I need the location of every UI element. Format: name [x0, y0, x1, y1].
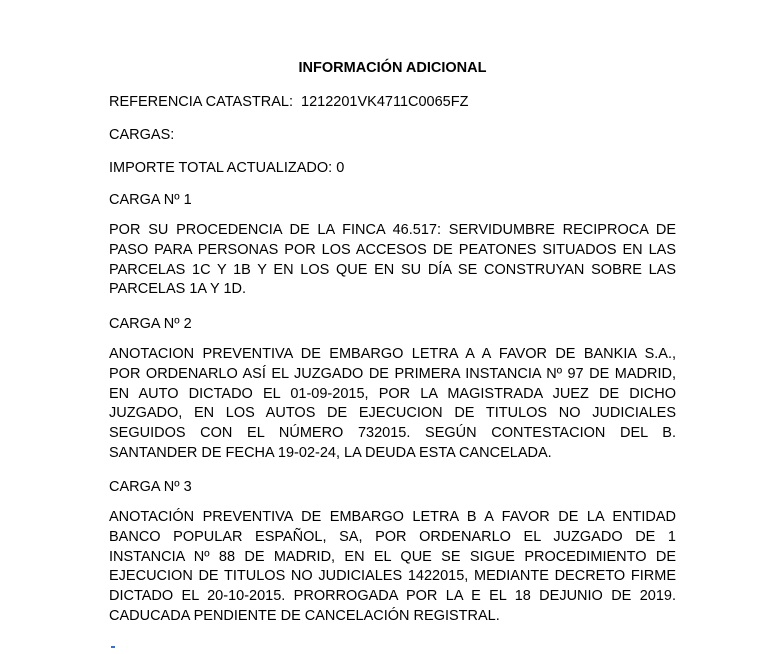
carga-3-line: EJECUCION DE TITULOS NO JUDICIALES 1422015, MEDIANTE DECRETO FIRME [109, 568, 676, 585]
carga-3-line: INSTANCIA Nº 88 DE MADRID, EN EL QUE SE SIGUE PROCEDIMIENTO DE [109, 548, 676, 565]
carga-3-line: ANOTACIÓN PREVENTIVA DE EMBARGO LETRA B A FAVOR DE LA ENTIDAD [109, 509, 676, 525]
carga-2-line: ANOTACION PREVENTIVA DE EMBARGO LETRA A A FAVOR DE BANKIA S.A., [109, 346, 676, 362]
carga-1-line: PARCELAS 1C Y 1B Y EN LOS QUE EN SU DÍA SE CONSTRUYAN SOBRE LAS [109, 261, 676, 278]
carga-2-heading: CARGA Nº 2 [109, 316, 192, 332]
importe-total-line: IMPORTE TOTAL ACTUALIZADO: 0 [109, 160, 345, 176]
carga-2-line: JUZGADO, EN LOS AUTOS DE EJECUCION DE TITULOS NO JUDICIALES [109, 405, 676, 422]
carga-3-line: BANCO POPULAR ESPAÑOL, SA, POR ORDENARLO EL JUZGADO DE 1 [109, 528, 676, 545]
carga-1-line: PASO PARA PERSONAS POR LOS ACCESOS DE PEATONES SITUADOS EN LAS [109, 241, 676, 258]
carga-1-heading: CARGA Nº 1 [109, 192, 192, 208]
carga-2-line: EN AUTO DICTADO EL 01-09-2015, POR LA MAGISTRADA JUEZ DE DICHO [109, 385, 676, 402]
carga-2-text [109, 345, 676, 464]
document-title: INFORMACIÓN ADICIONAL [298, 60, 487, 76]
carga-2-line: SANTANDER DE FECHA 19-02-24, LA DEUDA ESTA CANCELADA. [109, 444, 552, 461]
carga-1-text [109, 221, 676, 300]
carga-3-line: CADUCADA PENDIENTE DE CANCELACIÓN REGISTRAL. [109, 607, 500, 624]
carga-2-line: SEGUIDOS CON EL NÚMERO 732015. SEGÚN CONTESTACION DEL B. [109, 425, 676, 442]
referencia-catastral-line [109, 92, 468, 112]
text-cursor-mark [111, 646, 115, 648]
carga-1-line: POR SU PROCEDENCIA DE LA FINCA 46.517: SERVIDUMBRE RECIPROCA DE [109, 222, 676, 238]
carga-3-line: DICTADO EL 20-10-2015. PRORROGADA POR LA E EL 18 DEJUNIO DE 2019. [109, 588, 676, 605]
carga-1-line: PARCELAS 1A Y 1D. [109, 281, 247, 298]
referencia-catastral-value: 1212201VK4711C0065FZ [301, 94, 469, 110]
carga-2-line: POR ORDENARLO ASÍ EL JUZGADO DE PRIMERA INSTANCIA Nº 97 DE MADRID, [109, 365, 676, 382]
carga-3-text [109, 508, 676, 627]
referencia-catastral-label: REFERENCIA CATASTRAL: [109, 94, 293, 110]
carga-3-heading: CARGA Nº 3 [109, 479, 192, 495]
cargas-label: CARGAS: [109, 127, 175, 143]
